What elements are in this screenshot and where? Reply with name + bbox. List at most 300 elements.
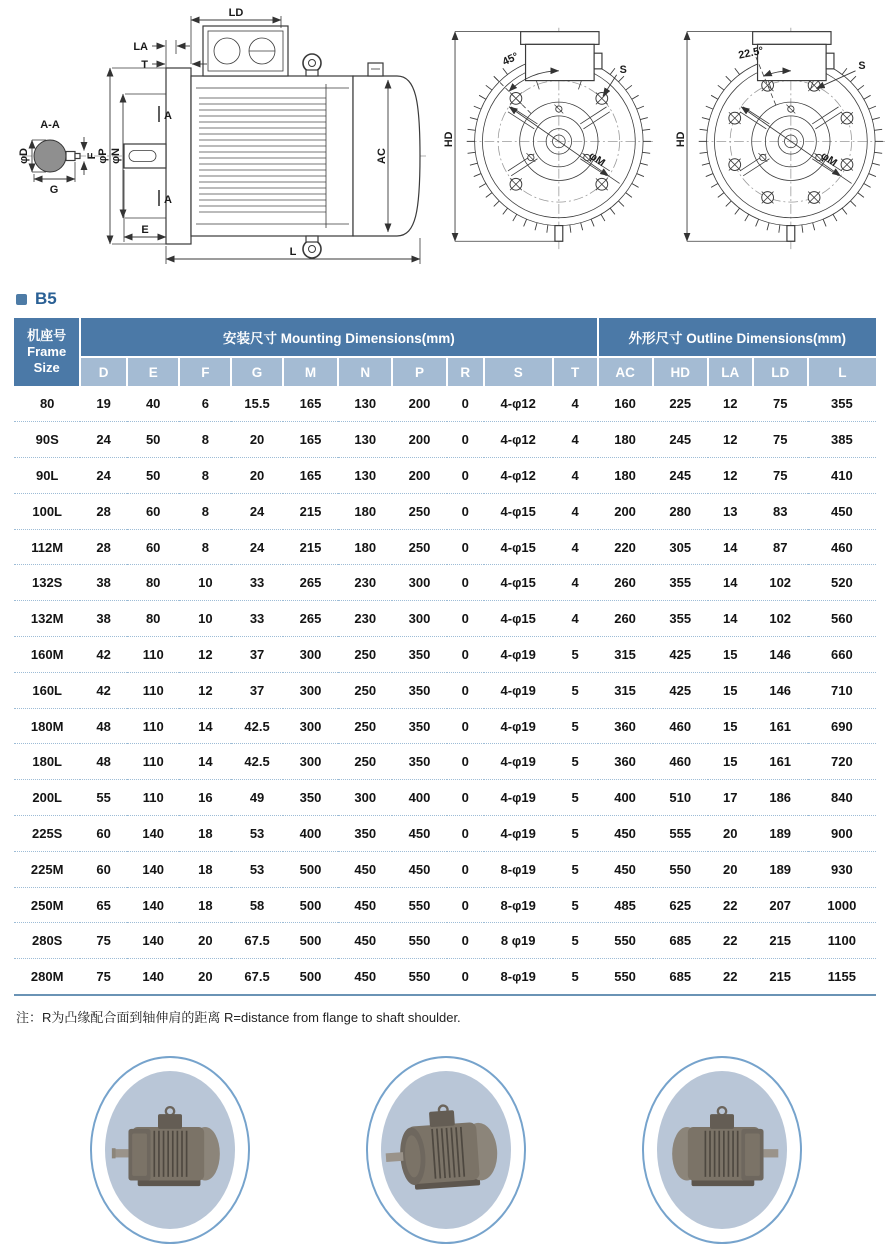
dimension-cell: 207 <box>753 887 808 923</box>
dimension-cell: 4 <box>553 601 598 637</box>
motor-image <box>110 1103 230 1195</box>
dimension-cell: 360 <box>598 744 653 780</box>
dimension-cell: 38 <box>80 565 127 601</box>
dimension-cell: 0 <box>447 458 484 494</box>
dimension-cell: 550 <box>392 923 446 959</box>
dimension-cell: 165 <box>283 422 338 458</box>
dimension-cell: 37 <box>231 672 283 708</box>
dimension-cell: 102 <box>753 565 808 601</box>
dimension-cell: 180 <box>338 493 392 529</box>
dimension-cell: 130 <box>338 386 392 422</box>
dimension-cell: 24 <box>231 529 283 565</box>
dimension-cell: 140 <box>127 923 180 959</box>
dimension-cell: 350 <box>392 744 446 780</box>
dimension-cell: 8 <box>179 458 231 494</box>
table-row <box>14 386 876 422</box>
dimension-cell: 720 <box>808 744 876 780</box>
l-label: L <box>289 246 297 258</box>
dimension-cell: 350 <box>338 816 392 852</box>
mounting-dimensions-table <box>14 318 876 996</box>
dimension-cell: 165 <box>283 458 338 494</box>
phi-m-label: φM <box>818 149 840 170</box>
table-row <box>14 529 876 565</box>
dimension-cell: 55 <box>80 780 127 816</box>
table-body <box>14 386 876 995</box>
dimension-cell: 0 <box>447 780 484 816</box>
dimension-cell: 550 <box>598 923 653 959</box>
dimension-cell: 500 <box>283 851 338 887</box>
dimension-cell: 5 <box>553 744 598 780</box>
dimension-cell: 300 <box>283 708 338 744</box>
dimension-cell: 485 <box>598 887 653 923</box>
dimension-cell: 140 <box>127 851 180 887</box>
dimension-cell: 180 <box>338 529 392 565</box>
technical-drawings <box>0 0 890 276</box>
dimension-cell: 0 <box>447 851 484 887</box>
dimension-cell: 250 <box>338 744 392 780</box>
dimension-cell: 0 <box>447 923 484 959</box>
table-row <box>14 458 876 494</box>
table-row <box>14 565 876 601</box>
dimension-cell: 265 <box>283 565 338 601</box>
frame-size-cell: 250M <box>14 887 80 923</box>
dimension-cell: 300 <box>283 744 338 780</box>
dimension-cell: 42.5 <box>231 708 283 744</box>
dimension-cell: 685 <box>653 959 708 995</box>
dimension-cell: 930 <box>808 851 876 887</box>
dimension-cell: 53 <box>231 816 283 852</box>
dimension-cell: 15 <box>708 708 753 744</box>
motor-photo-left <box>90 1056 250 1244</box>
dimension-cell: 165 <box>283 386 338 422</box>
dimension-cell: 350 <box>283 780 338 816</box>
dimension-cell: 305 <box>653 529 708 565</box>
section-a-bottom-label: A <box>164 194 172 206</box>
dimension-cell: 300 <box>392 565 446 601</box>
dimension-cell: 0 <box>447 386 484 422</box>
dimension-cell: 1155 <box>808 959 876 995</box>
frame-size-cell: 100L <box>14 493 80 529</box>
column-header: N <box>338 357 392 386</box>
column-header: L <box>808 357 876 386</box>
dimension-cell: 161 <box>753 708 808 744</box>
dimension-cell: 10 <box>179 601 231 637</box>
dimension-cell: 520 <box>808 565 876 601</box>
dimension-cell: 5 <box>553 816 598 852</box>
la-label: LA <box>133 41 148 53</box>
dimension-cell: 15 <box>708 672 753 708</box>
dimension-cell: 4-φ12 <box>484 422 553 458</box>
dimension-cell: 300 <box>283 672 338 708</box>
dimension-cell: 58 <box>231 887 283 923</box>
dimension-cell: 80 <box>127 565 180 601</box>
dimension-cell: 102 <box>753 601 808 637</box>
dimension-cell: 400 <box>283 816 338 852</box>
dimension-cell: 12 <box>708 458 753 494</box>
dimension-cell: 410 <box>808 458 876 494</box>
table-row <box>14 887 876 923</box>
phi-p-label: φP <box>97 148 109 164</box>
dimension-cell: 4-φ19 <box>484 708 553 744</box>
dimension-cell: 245 <box>653 458 708 494</box>
dimension-cell: 146 <box>753 637 808 673</box>
dimension-cell: 10 <box>179 565 231 601</box>
dimension-cell: 0 <box>447 422 484 458</box>
dimension-cell: 250 <box>392 529 446 565</box>
frame-size-cell: 132S <box>14 565 80 601</box>
section-aa-label: A-A <box>40 119 60 131</box>
frame-size-cell: 80 <box>14 386 80 422</box>
dimension-cell: 8 <box>179 493 231 529</box>
section-a-top-label: A <box>164 110 172 122</box>
dimension-cell: 350 <box>392 672 446 708</box>
dimension-cell: 200 <box>392 386 446 422</box>
dimension-cell: 60 <box>80 816 127 852</box>
dimension-cell: 42 <box>80 637 127 673</box>
frame-size-cell: 225S <box>14 816 80 852</box>
dimension-cell: 130 <box>338 458 392 494</box>
dimension-cell: 75 <box>80 923 127 959</box>
frame-size-cell: 160M <box>14 637 80 673</box>
dimension-cell: 19 <box>80 386 127 422</box>
table-row <box>14 601 876 637</box>
dimension-cell: 8-φ19 <box>484 959 553 995</box>
dimension-cell: 0 <box>447 565 484 601</box>
dimension-cell: 4 <box>553 386 598 422</box>
dimension-cell: 1100 <box>808 923 876 959</box>
dimension-cell: 250 <box>338 672 392 708</box>
dimension-cell: 5 <box>553 959 598 995</box>
frame-size-cell: 112M <box>14 529 80 565</box>
dimension-cell: 4 <box>553 422 598 458</box>
dimension-cell: 260 <box>598 565 653 601</box>
dimension-cell: 230 <box>338 565 392 601</box>
dimension-cell: 186 <box>753 780 808 816</box>
dimension-cell: 0 <box>447 529 484 565</box>
column-header: R <box>447 357 484 386</box>
dimension-cell: 110 <box>127 637 180 673</box>
g-label: G <box>49 184 59 196</box>
dimension-cell: 33 <box>231 601 283 637</box>
dimension-cell: 20 <box>231 458 283 494</box>
dimension-cell: 355 <box>808 386 876 422</box>
hd-label: HD <box>675 131 688 148</box>
frame-size-cell: 160L <box>14 672 80 708</box>
dimension-cell: 5 <box>553 780 598 816</box>
dimension-cell: 0 <box>447 493 484 529</box>
dimension-cell: 14 <box>179 744 231 780</box>
frame-size-cell: 280S <box>14 923 80 959</box>
dimension-cell: 550 <box>392 887 446 923</box>
dimension-cell: 140 <box>127 816 180 852</box>
column-header: E <box>127 357 180 386</box>
dimension-cell: 20 <box>179 923 231 959</box>
dimension-cell: 450 <box>808 493 876 529</box>
dimension-cell: 60 <box>80 851 127 887</box>
dimension-cell: 50 <box>127 458 180 494</box>
dimension-cell: 4-φ15 <box>484 529 553 565</box>
dimension-cell: 5 <box>553 672 598 708</box>
dimension-cell: 550 <box>392 959 446 995</box>
dimension-cell: 250 <box>338 637 392 673</box>
dimension-cell: 40 <box>127 386 180 422</box>
dimension-cell: 460 <box>808 529 876 565</box>
dimension-cell: 87 <box>753 529 808 565</box>
dimension-cell: 8 <box>179 422 231 458</box>
s-label: S <box>858 59 866 72</box>
dimension-cell: 460 <box>653 708 708 744</box>
group-header-row <box>14 318 876 357</box>
section-header <box>16 288 890 310</box>
frame-size-header-en1: Frame <box>27 343 67 359</box>
dimension-cell: 425 <box>653 637 708 673</box>
front-view-4bolt-drawing <box>443 14 661 254</box>
dimension-cell: 12 <box>708 422 753 458</box>
dimension-cell: 300 <box>392 601 446 637</box>
dimension-cell: 18 <box>179 816 231 852</box>
dimension-cell: 16 <box>179 780 231 816</box>
column-header: LA <box>708 357 753 386</box>
dimension-cell: 13 <box>708 493 753 529</box>
dimension-cell: 215 <box>283 529 338 565</box>
dimension-cell: 425 <box>653 672 708 708</box>
dimension-cell: 146 <box>753 672 808 708</box>
dimension-cell: 140 <box>127 959 180 995</box>
dimension-cell: 215 <box>283 493 338 529</box>
dimension-cell: 1000 <box>808 887 876 923</box>
dimension-cell: 225 <box>653 386 708 422</box>
phi-d-label: φD <box>18 148 30 164</box>
dimension-cell: 6 <box>179 386 231 422</box>
dimension-cell: 20 <box>231 422 283 458</box>
dimension-cell: 22 <box>708 959 753 995</box>
table-row <box>14 493 876 529</box>
column-header: D <box>80 357 127 386</box>
s-label: S <box>619 63 627 76</box>
dimension-cell: 49 <box>231 780 283 816</box>
dimension-cell: 180 <box>598 458 653 494</box>
dimension-cell: 4-φ12 <box>484 386 553 422</box>
column-header: G <box>231 357 283 386</box>
motor-image <box>662 1103 782 1195</box>
dimension-cell: 24 <box>231 493 283 529</box>
dimension-cell: 65 <box>80 887 127 923</box>
dimension-cell: 20 <box>708 851 753 887</box>
dimension-cell: 38 <box>80 601 127 637</box>
column-header: LD <box>753 357 808 386</box>
dimension-cell: 8 φ19 <box>484 923 553 959</box>
dimension-cell: 4 <box>553 458 598 494</box>
dimension-cell: 450 <box>338 923 392 959</box>
dimension-cell: 385 <box>808 422 876 458</box>
column-header: HD <box>653 357 708 386</box>
dimension-cell: 250 <box>392 493 446 529</box>
dimension-cell: 280 <box>653 493 708 529</box>
dimension-cell: 690 <box>808 708 876 744</box>
dimension-cell: 83 <box>753 493 808 529</box>
dimension-cell: 24 <box>80 422 127 458</box>
dimension-cell: 8-φ19 <box>484 887 553 923</box>
dimension-cell: 450 <box>338 851 392 887</box>
column-header: T <box>553 357 598 386</box>
dimension-cell: 5 <box>553 851 598 887</box>
dimension-cell: 28 <box>80 493 127 529</box>
dimension-cell: 189 <box>753 816 808 852</box>
hd-label: HD <box>443 131 456 148</box>
dimension-cell: 110 <box>127 672 180 708</box>
dimension-cell: 15 <box>708 744 753 780</box>
dimension-cell: 17 <box>708 780 753 816</box>
frame-size-cell: 280M <box>14 959 80 995</box>
dimension-cell: 4-φ19 <box>484 816 553 852</box>
column-header-row <box>14 357 876 386</box>
frame-size-cell: 180M <box>14 708 80 744</box>
dimension-cell: 0 <box>447 637 484 673</box>
dimension-cell: 350 <box>392 637 446 673</box>
dimension-cell: 450 <box>338 959 392 995</box>
dimension-cell: 0 <box>447 959 484 995</box>
dimension-cell: 60 <box>127 493 180 529</box>
dimension-cell: 360 <box>598 708 653 744</box>
dimension-cell: 42.5 <box>231 744 283 780</box>
dimension-cell: 48 <box>80 708 127 744</box>
dimension-cell: 130 <box>338 422 392 458</box>
frame-size-cell: 90S <box>14 422 80 458</box>
dimension-cell: 4-φ15 <box>484 565 553 601</box>
dimension-cell: 0 <box>447 887 484 923</box>
dimension-cell: 20 <box>708 816 753 852</box>
dimension-cell: 0 <box>447 708 484 744</box>
table-row <box>14 780 876 816</box>
dimension-cell: 350 <box>392 708 446 744</box>
dimension-cell: 22 <box>708 887 753 923</box>
flange-angle-label: 45° <box>500 50 521 69</box>
dimension-cell: 4 <box>553 529 598 565</box>
dimension-cell: 450 <box>338 887 392 923</box>
dimension-cell: 230 <box>338 601 392 637</box>
frame-size-cell: 90L <box>14 458 80 494</box>
dimension-cell: 42 <box>80 672 127 708</box>
dimension-cell: 685 <box>653 923 708 959</box>
dimension-cell: 5 <box>553 708 598 744</box>
dimension-cell: 50 <box>127 422 180 458</box>
footnote: 注：R为凸缘配合面到轴伸肩的距离 R=distance from flange to shaft shoulder. <box>16 1009 461 1025</box>
dimension-cell: 840 <box>808 780 876 816</box>
table-row <box>14 959 876 995</box>
dimension-cell: 710 <box>808 672 876 708</box>
column-header: P <box>392 357 446 386</box>
dimension-cell: 250 <box>338 708 392 744</box>
frame-size-cell: 225M <box>14 851 80 887</box>
column-header: AC <box>598 357 653 386</box>
e-label: E <box>141 224 149 236</box>
dimension-cell: 20 <box>179 959 231 995</box>
table-row <box>14 923 876 959</box>
dimension-cell: 67.5 <box>231 923 283 959</box>
dimension-cell: 300 <box>338 780 392 816</box>
motor-photo-middle <box>366 1056 526 1244</box>
dimension-cell: 12 <box>179 637 231 673</box>
dimension-cell: 4-φ15 <box>484 601 553 637</box>
frame-size-cell: 180L <box>14 744 80 780</box>
mounting-dimensions-group-header: 安装尺寸 Mounting Dimensions(mm) <box>80 318 597 357</box>
table-row <box>14 708 876 744</box>
table-row <box>14 637 876 673</box>
ld-label: LD <box>228 7 244 19</box>
motor-photo-right <box>642 1056 802 1244</box>
dimension-cell: 400 <box>598 780 653 816</box>
dimension-cell: 4-φ12 <box>484 458 553 494</box>
dimension-cell: 265 <box>283 601 338 637</box>
dimension-cell: 500 <box>283 923 338 959</box>
dimension-cell: 4-φ19 <box>484 672 553 708</box>
dimension-cell: 215 <box>753 959 808 995</box>
dimension-cell: 4-φ19 <box>484 637 553 673</box>
frame-size-cell: 132M <box>14 601 80 637</box>
dimension-cell: 300 <box>283 637 338 673</box>
table-row <box>14 422 876 458</box>
front-view-8bolt-drawing <box>675 14 890 254</box>
phi-m-label: φM <box>586 149 608 170</box>
dimension-cell: 355 <box>653 601 708 637</box>
dimension-cell: 24 <box>80 458 127 494</box>
section-bullet-icon <box>16 294 27 305</box>
outline-dimensions-group-header: 外形尺寸 Outline Dimensions(mm) <box>598 318 877 357</box>
dimension-cell: 110 <box>127 780 180 816</box>
dimension-cell: 8-φ19 <box>484 851 553 887</box>
dimension-cell: 4-φ15 <box>484 493 553 529</box>
table-row <box>14 851 876 887</box>
dimension-cell: 450 <box>392 851 446 887</box>
dimension-cell: 110 <box>127 744 180 780</box>
product-photos <box>0 1056 890 1244</box>
dimension-cell: 15 <box>708 637 753 673</box>
frame-size-header <box>14 318 80 386</box>
side-view-drawing <box>16 6 431 274</box>
dimension-cell: 220 <box>598 529 653 565</box>
column-header: M <box>283 357 338 386</box>
dimension-cell: 37 <box>231 637 283 673</box>
dimension-cell: 80 <box>127 601 180 637</box>
dimension-cell: 200 <box>392 422 446 458</box>
dimension-cell: 355 <box>653 565 708 601</box>
dimension-cell: 15.5 <box>231 386 283 422</box>
dimension-cell: 0 <box>447 816 484 852</box>
dimension-cell: 500 <box>283 887 338 923</box>
section-title: B5 <box>35 289 57 308</box>
dimension-cell: 560 <box>808 601 876 637</box>
dimension-cell: 140 <box>127 887 180 923</box>
dimension-cell: 75 <box>753 386 808 422</box>
dimension-cell: 14 <box>708 529 753 565</box>
f-label: F <box>86 152 98 160</box>
dimension-cell: 161 <box>753 744 808 780</box>
dimension-cell: 18 <box>179 887 231 923</box>
dimension-cell: 215 <box>753 923 808 959</box>
dimension-cell: 4 <box>553 493 598 529</box>
dimension-cell: 450 <box>598 851 653 887</box>
dimension-cell: 60 <box>127 529 180 565</box>
dimension-cell: 12 <box>179 672 231 708</box>
dimension-cell: 33 <box>231 565 283 601</box>
dimension-cell: 200 <box>392 458 446 494</box>
dimension-cell: 14 <box>179 708 231 744</box>
dimension-cell: 460 <box>653 744 708 780</box>
dimension-cell: 550 <box>598 959 653 995</box>
dimension-cell: 450 <box>392 816 446 852</box>
dimension-cell: 75 <box>80 959 127 995</box>
dimension-cell: 180 <box>598 422 653 458</box>
